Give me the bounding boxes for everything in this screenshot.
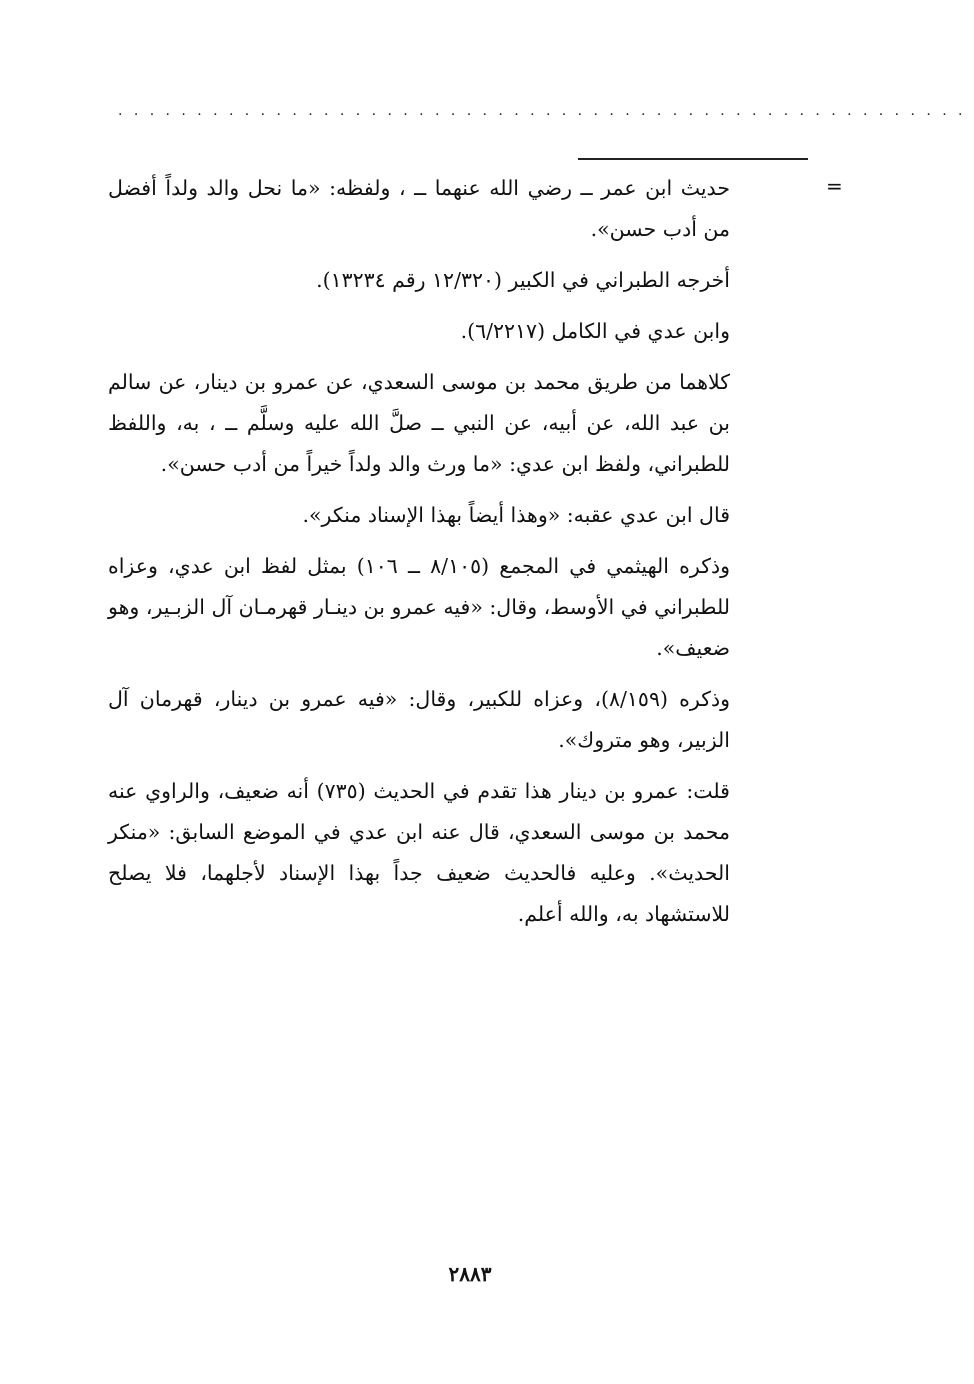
paragraph-ibn-adi-kamil: وابن عدي في الكامل (٦/٢٢١٧). xyxy=(460,319,730,343)
footnote-text-block xyxy=(108,168,730,945)
paragraph-haythami-majma: وذكره الهيثمي في المجمع (٨/١٠٥ ــ ١٠٦) بمثل لفظ ابن عدي، وعزاه للطبراني في الأوسط، وقال: «فيه عمرو بن دينـار قهرمـان آل الزبـير، وهو ضعيف». xyxy=(108,554,731,660)
page-number: ٢٨٨٣ xyxy=(448,1262,492,1286)
paragraph-conclusion: قلت: عمرو بن دينار هذا تقدم في الحديث (٧٣٥) أنه ضعيف، والراوي عنه محمد بن موسى السعدي، قال عنه ابن عدي في الموضع السابق: «منكر الحديث». وعليه فالحديث ضعيف جداً بهذا الإسناد لأجلهما، فلا يصلح للاستشهاد به، والله أعلم. xyxy=(108,779,730,926)
continuation-mark: = xyxy=(826,174,843,198)
paragraph-hadith-ibn-umar: حديث ابن عمر ــ رضي الله عنهما ــ ، ولفظه: «ما نحل والد ولداً أفضل من أدب حسن». xyxy=(108,176,730,241)
paragraph-haythami-second: وذكره (٨/١٥٩)، وعزاه للكبير، وقال: «فيه عمرو بن دينار، قهرمان آل الزبير، وهو متروك». xyxy=(108,687,730,752)
footnote-separator-rule xyxy=(578,158,808,160)
paragraph-tabarani-kabir: أخرجه الطبراني في الكبير (١٢/٣٢٠ رقم ١٣٢٣٤). xyxy=(316,268,730,292)
header-dotted-line: ...................................................... xyxy=(118,103,974,119)
paragraph-isnad-chain: كلاهما من طريق محمد بن موسى السعدي، عن عمرو بن دينار، عن سالم بن عبد الله، عن أبيه، عن النبي ــ صلَّ الله عليه وسلَّم ــ ، به، واللفظ للطبراني، ولفظ ابن عدي: «ما ورث والد ولداً خيراً من أدب حسن». xyxy=(108,370,730,476)
paragraph-ibn-adi-comment: قال ابن عدي عقبه: «وهذا أيضاً بهذا الإسناد منكر». xyxy=(302,503,730,527)
